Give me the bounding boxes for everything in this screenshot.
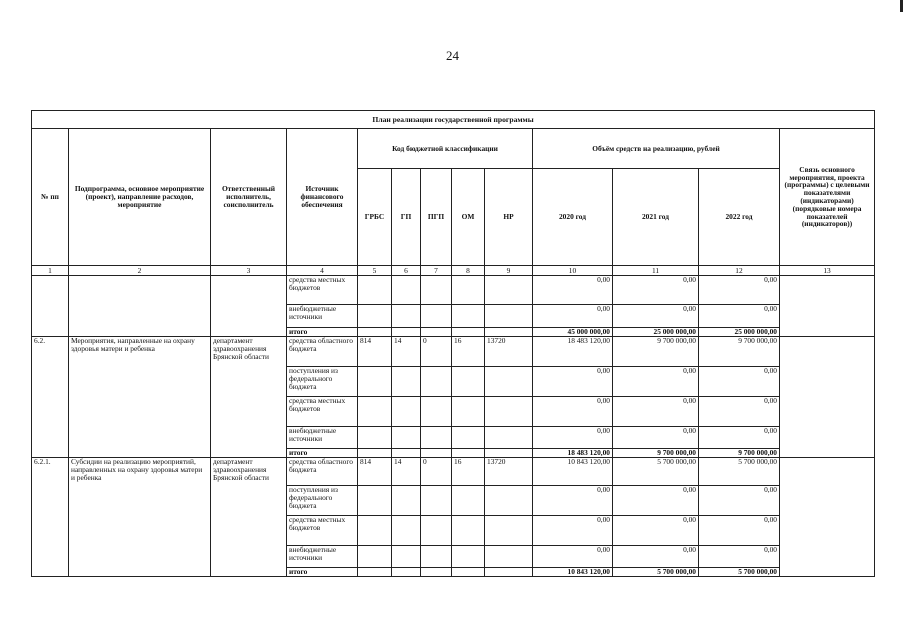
total-2022: 9 700 000,00 [699,449,780,458]
row-number: 6.2. [32,337,69,458]
value-2021: 0,00 [613,546,699,568]
value-2020: 10 843 120,00 [533,458,613,486]
measure-name: Субсидии на реализацию мероприятий, направленных на охрану здоровья матери и ребенка [69,458,211,577]
column-number: 13 [780,266,875,276]
executor-name: департамент здравоохранения Брянской области [211,458,287,577]
column-number: 7 [421,266,452,276]
value-2020: 0,00 [533,546,613,568]
total-2022: 5 700 000,00 [699,568,780,577]
header-row-1 [32,129,875,169]
code-pgp: 0 [421,458,452,486]
value-2022: 0,00 [699,486,780,516]
source-cell: средства областного бюджета [287,337,358,367]
page-number: 24 [446,48,459,63]
source-cell: средства областного бюджета [287,458,358,486]
total-2020: 18 483 120,00 [533,449,613,458]
code-grbs: 814 [358,337,392,367]
source-cell: итого [287,568,358,577]
scan-corner-mark [900,0,903,12]
value-2020: 0,00 [533,516,613,546]
source-cell: средства местных бюджетов [287,276,358,305]
source-cell: итого [287,328,358,337]
program-plan-table [31,110,875,577]
column-number: 12 [699,266,780,276]
total-2020: 45 000 000,00 [533,328,613,337]
column-number: 11 [613,266,699,276]
header-gp: ГП [392,169,421,266]
code-gp: 14 [392,337,421,367]
source-cell: поступления из федерального бюджета [287,367,358,397]
value-2020: 0,00 [533,367,613,397]
value-2022: 0,00 [699,305,780,328]
header-pgp: ПГП [421,169,452,266]
value-2021: 0,00 [613,305,699,328]
value-2020: 0,00 [533,397,613,427]
source-cell: средства местных бюджетов [287,397,358,427]
header-source: Источник финансового обеспечения [287,129,358,266]
column-number: 6 [392,266,421,276]
value-2022: 0,00 [699,546,780,568]
code-om: 16 [452,458,485,486]
total-2021: 5 700 000,00 [613,568,699,577]
value-2021: 0,00 [613,427,699,449]
value-2021: 0,00 [613,397,699,427]
table-row [32,337,875,367]
code-nr: 13720 [485,458,533,486]
header-grbs: ГРБС [358,169,392,266]
total-2020: 10 843 120,00 [533,568,613,577]
measure-name: Мероприятия, направленные на охрану здоровья матери и ребенка [69,337,211,458]
header-2022: 2022 год [699,169,780,266]
table-title: План реализации государственной программы [32,111,875,129]
column-number: 10 [533,266,613,276]
value-2022: 9 700 000,00 [699,337,780,367]
value-2021: 9 700 000,00 [613,337,699,367]
header-funds-group: Объём средств на реализацию, рублей [533,129,780,169]
code-nr: 13720 [485,337,533,367]
value-2020: 0,00 [533,305,613,328]
column-number: 2 [69,266,211,276]
table-row [32,458,875,486]
value-2022: 0,00 [699,276,780,305]
source-cell: поступления из федерального бюджета [287,486,358,516]
header-2020: 2020 год [533,169,613,266]
header-num: № пп [32,129,69,266]
row-number: 6.2.1. [32,458,69,577]
value-2020: 0,00 [533,486,613,516]
executor-name: департамент здравоохранения Брянской области [211,337,287,458]
source-cell: итого [287,449,358,458]
source-cell: внебюджетные источники [287,546,358,568]
value-2021: 5 700 000,00 [613,458,699,486]
code-om: 16 [452,337,485,367]
column-number: 5 [358,266,392,276]
column-number: 3 [211,266,287,276]
header-executor: Ответственный исполнитель, соисполнитель [211,129,287,266]
column-numbers-row [32,266,875,276]
header-subprogram: Подпрограмма, основное мероприятие (проект), направление расходов, мероприятие [69,129,211,266]
table-row [32,276,875,305]
header-om: ОМ [452,169,485,266]
total-2021: 9 700 000,00 [613,449,699,458]
source-cell: средства местных бюджетов [287,516,358,546]
value-2022: 0,00 [699,367,780,397]
total-2022: 25 000 000,00 [699,328,780,337]
value-2021: 0,00 [613,276,699,305]
value-2022: 0,00 [699,427,780,449]
source-cell: внебюджетные источники [287,305,358,328]
column-number: 8 [452,266,485,276]
header-link: Связь основного мероприятия, проекта (программы) с целевыми показателями (индикаторами) (порядковые номера показателей (индикаторов)) [780,129,875,266]
code-grbs: 814 [358,458,392,486]
column-number: 1 [32,266,69,276]
value-2021: 0,00 [613,516,699,546]
header-budget-code-group: Код бюджетной классификации [358,129,533,169]
source-cell: внебюджетные источники [287,427,358,449]
code-gp: 14 [392,458,421,486]
column-number: 4 [287,266,358,276]
header-2021: 2021 год [613,169,699,266]
value-2021: 0,00 [613,367,699,397]
total-2021: 25 000 000,00 [613,328,699,337]
title-row [32,111,875,129]
value-2020: 18 483 120,00 [533,337,613,367]
value-2022: 0,00 [699,397,780,427]
value-2021: 0,00 [613,486,699,516]
column-number: 9 [485,266,533,276]
value-2020: 0,00 [533,427,613,449]
code-pgp: 0 [421,337,452,367]
value-2022: 0,00 [699,516,780,546]
value-2020: 0,00 [533,276,613,305]
header-nr: НР [485,169,533,266]
value-2022: 5 700 000,00 [699,458,780,486]
